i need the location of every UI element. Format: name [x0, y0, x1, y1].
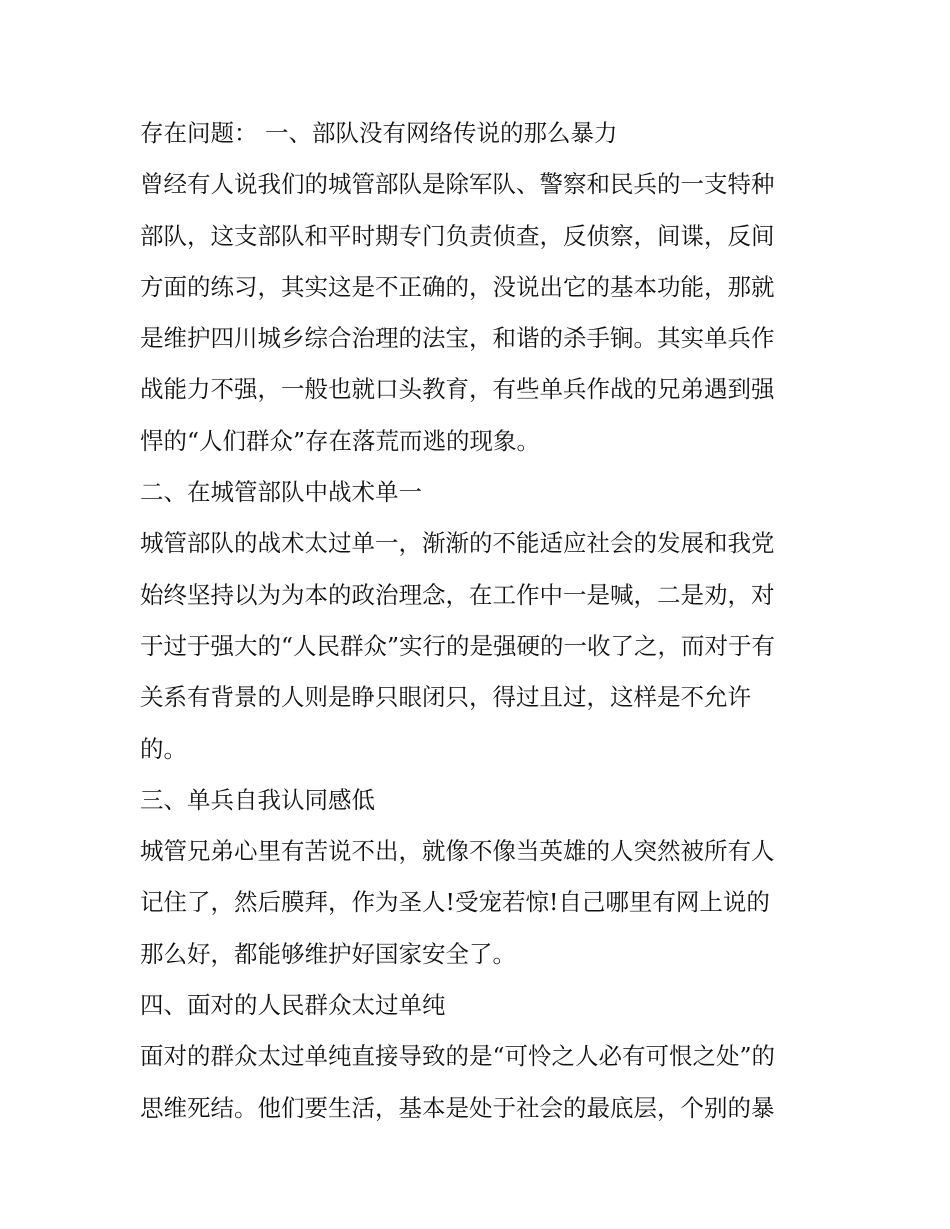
- text-line: 战能力不强，一般也就口头教育，有些单兵作战的兄弟遇到强: [140, 375, 775, 404]
- heading-line: 四、面对的人民群众太过单纯: [140, 991, 446, 1020]
- text-line: 记住了，然后膜拜，作为圣人!受宠若惊!自己哪里有网上说的: [140, 888, 770, 917]
- text-line: 是维护四川城乡综合治理的法宝，和谐的杀手锏。其实单兵作: [140, 324, 775, 353]
- text-line: 始终坚持以为为本的政治理念，在工作中一是喊，二是劝，对: [140, 580, 775, 609]
- text-line: 方面的练习，其实这是不正确的，没说出它的基本功能，那就: [140, 272, 775, 301]
- document-body: [140, 108, 820, 1134]
- text-line: 关系有背景的人则是睁只眼闭只，得过且过，这样是不允许: [140, 683, 751, 712]
- heading-line: 二、在城管部队中战术单一: [140, 478, 422, 507]
- text-line: 部队，这支部队和平时期专门负责侦查，反侦察，间谍，反间: [140, 221, 775, 250]
- text-line: 曾经有人说我们的城管部队是除军队、警察和民兵的一支特种: [140, 170, 775, 199]
- text-line: 城管兄弟心里有苦说不出，就像不像当英雄的人突然被所有人: [140, 837, 775, 866]
- heading-line: 三、单兵自我认同感低: [140, 785, 375, 814]
- text-line: 思维死结。他们要生活，基本是处于社会的最底层，个别的暴: [140, 1093, 775, 1122]
- text-line: 的。: [140, 734, 187, 763]
- heading-line: 存在问题： 一、部队没有网络传说的那么暴力: [140, 119, 618, 147]
- text-line: 城管部队的战术太过单一，渐渐的不能适应社会的发展和我党: [140, 529, 775, 558]
- text-line: 那么好，都能够维护好国家安全了。: [140, 939, 516, 968]
- text-line: 面对的群众太过单纯直接导致的是“可怜之人必有可恨之处”的: [140, 1042, 776, 1071]
- text-line: 悍的“人们群众”存在落荒而逃的现象。: [140, 426, 541, 455]
- text-line: 于过于强大的“人民群众”实行的是强硬的一收了之，而对于有: [140, 631, 776, 660]
